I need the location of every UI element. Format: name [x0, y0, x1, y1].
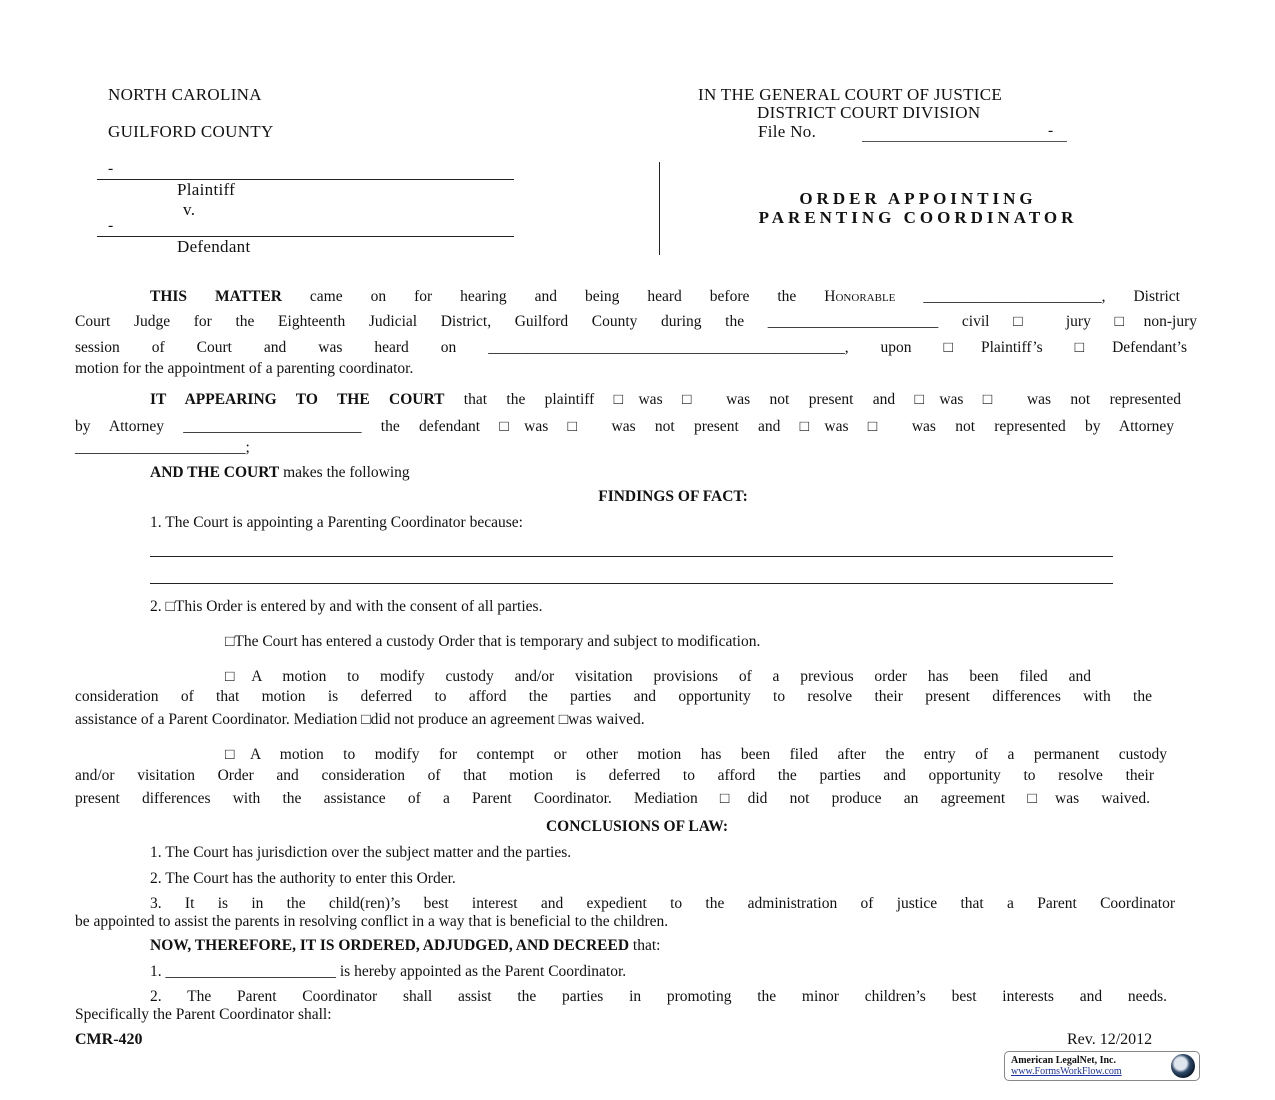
line-text: □A motion to modify for contempt or other motion has been filed after the entry of a permanent custody: [225, 746, 1167, 763]
line-text: 1. The Court has jurisdiction over the subject matter and the parties.: [150, 844, 572, 861]
body-line: [150, 514, 523, 532]
defendant-name-field[interactable]: -: [108, 217, 114, 234]
line-text: 2. □This Order is entered by and with the consent of all parties.: [150, 598, 543, 615]
line-text: 3. It is in the child(ren)’s best interest and expedient to the administration of justice that a Parent Coordinator: [150, 895, 1175, 912]
line-text: by Attorney _______________________ the defendant □was □ was not present and □was □ was not represented by Attorney: [75, 418, 1174, 435]
court-name: IN THE GENERAL COURT OF JUSTICE: [698, 85, 1003, 104]
body-line: [75, 339, 1187, 357]
plaintiff-underline: [97, 179, 514, 180]
body-line: [150, 988, 1167, 1006]
defendant-label: Defendant: [177, 237, 251, 256]
body-line: [150, 464, 410, 482]
line-text: motion for the appointment of a parenting coordinator.: [75, 360, 414, 377]
body-line: [150, 844, 571, 862]
globe-icon: [1171, 1054, 1195, 1078]
form-code: CMR-420: [75, 1031, 143, 1048]
court-division: DISTRICT COURT DIVISION: [757, 103, 981, 122]
line-text: □The Court has entered a custody Order that is temporary and subject to modification.: [225, 633, 761, 650]
bold-lead-text: AND THE COURT: [150, 464, 280, 481]
logo-company-name: American LegalNet, Inc.: [1011, 1055, 1116, 1066]
plaintiff-label: Plaintiff: [177, 180, 236, 199]
line-text: Court Judge for the Eighteenth Judicial District, Guilford County during the ______________________ civil □ jury □non-jury: [75, 313, 1197, 330]
american-legalnet-logo[interactable]: [1004, 1051, 1200, 1081]
body-line: [150, 391, 1181, 409]
line-text: present differences with the assistance of a Parent Coordinator. Mediation □did not produce an agreement □was waived.: [75, 790, 1150, 807]
line-text: session of Court and was heard on ______________________________________________, upon □Plaintiff’s □Defendant’s: [75, 339, 1187, 356]
bold-lead-text: THIS MATTER: [150, 288, 282, 305]
body-line: [598, 488, 748, 506]
body-line: [150, 288, 1180, 306]
bold-lead-text: FINDINGS OF FACT:: [598, 488, 748, 505]
body-line: [150, 963, 626, 981]
file-no-underline: [862, 141, 1067, 142]
line-text: 1. ______________________ is hereby appointed as the Parent Coordinator.: [150, 963, 627, 980]
line-text: consideration of that motion is deferred to afford the parties and opportunity to resolve their present differences with the: [75, 688, 1152, 705]
line-text: came on for hearing and being heard before the: [281, 288, 825, 305]
line-text: makes the following: [279, 464, 410, 481]
bold-lead-text: CONCLUSIONS OF LAW:: [545, 818, 729, 835]
revision-date: Rev. 12/2012: [1067, 1031, 1153, 1048]
line-text: that:: [629, 937, 661, 954]
line-text: 1. The Court is appointing a Parenting Coordinator because:: [150, 514, 523, 531]
finding-reason-line-2[interactable]: [150, 583, 1113, 584]
line-text: 2. The Court has the authority to enter this Order.: [150, 870, 456, 887]
finding-reason-line-1[interactable]: [150, 556, 1113, 557]
line-text: 2. The Parent Coordinator shall assist the parties in promoting the minor children’s best interests and needs.: [150, 988, 1167, 1005]
body-line: [225, 668, 1091, 686]
versus-label: v.: [183, 200, 196, 219]
line-text: ______________________;: [75, 439, 250, 456]
county-name: GUILFORD COUNTY: [108, 122, 274, 141]
body-line: [75, 913, 668, 931]
body-line: [546, 818, 728, 836]
line-text: □A motion to modify custody and/or visitation provisions of a previous order has been filed and: [225, 668, 1091, 685]
file-no-label: File No.: [758, 122, 817, 141]
logo-url-link[interactable]: www.FormsWorkFlow.com: [1011, 1066, 1122, 1077]
line-text: be appointed to assist the parents in resolving conflict in a way that is beneficial to the children.: [75, 913, 669, 930]
line-text: and/or visitation Order and consideration of that motion is deferred to afford the parties and opportunity to resolve their: [75, 767, 1154, 784]
body-line: [225, 746, 1167, 764]
line-text: assistance of a Parent Coordinator. Mediation □did not produce an agreement □was waived.: [75, 711, 645, 728]
file-no-field[interactable]: -: [1048, 122, 1054, 139]
body-line: [75, 418, 1174, 436]
line-text: that the plaintiff □was □ was not present and □was □ was not represented: [444, 391, 1181, 408]
state-name: NORTH CAROLINA: [108, 85, 262, 104]
line-text: Specifically the Parent Coordinator shall:: [75, 1006, 332, 1023]
body-line: [225, 633, 760, 651]
body-line: [150, 895, 1175, 913]
body-line: [75, 313, 1197, 331]
body-line: [75, 360, 413, 378]
body-line: [75, 439, 250, 457]
document-title-line1: ORDER APPOINTING: [799, 189, 1037, 208]
body-line: [150, 870, 456, 888]
bold-lead-text: IT APPEARING TO THE COURT: [150, 391, 445, 408]
line-text: _______________________, District: [895, 288, 1180, 305]
body-line: [75, 767, 1154, 785]
bold-lead-text: NOW, THEREFORE, IT IS ORDERED, ADJUDGED, AND DECREED: [150, 937, 630, 954]
document-title-line2: PARENTING COORDINATOR: [758, 208, 1078, 227]
body-line: [75, 790, 1150, 808]
body-line: [75, 711, 645, 729]
body-line: [150, 937, 660, 955]
caption-divider: [659, 162, 660, 255]
body-line: [150, 598, 542, 616]
body-line: [75, 1006, 332, 1024]
line-text: Honorable: [824, 288, 896, 305]
body-line: [75, 688, 1152, 706]
defendant-underline: [97, 236, 514, 237]
plaintiff-name-field[interactable]: -: [108, 160, 114, 177]
